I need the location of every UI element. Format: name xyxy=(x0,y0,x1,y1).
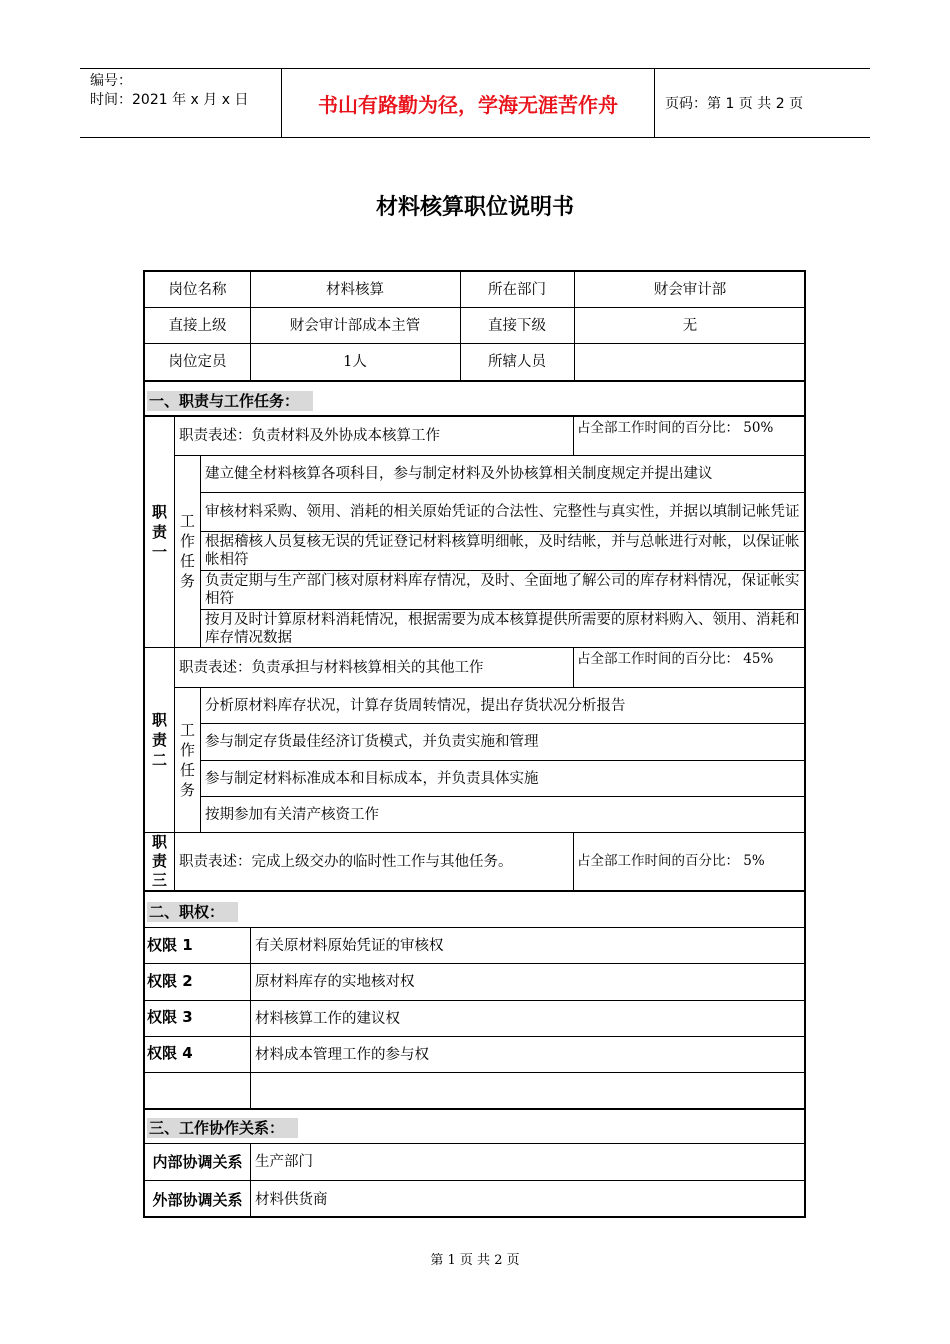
header-time: 时间：2021 年 x 月 x 日 xyxy=(90,92,249,108)
duty2-description: 职责表述：负责承担与材料核算相关的其他工作 xyxy=(179,659,484,676)
duty2-task-label: 工作任务 xyxy=(179,720,195,799)
authority-3-label: 权限 3 xyxy=(147,1008,193,1026)
duty2-task-2: 参与制定存货最佳经济订货模式，并负责实施和管理 xyxy=(205,734,539,750)
authority-4-label: 权限 4 xyxy=(147,1044,193,1062)
value-headcount: 1人 xyxy=(343,354,367,370)
authority-3-text: 材料核算工作的建议权 xyxy=(255,1010,400,1027)
value-superior: 财会审计部成本主管 xyxy=(289,317,421,334)
duty3-percentage: 占全部工作时间的百分比： 5% xyxy=(577,853,765,869)
job-description-table xyxy=(143,270,806,1218)
section-duties-title: 一、职责与工作任务： xyxy=(147,391,313,411)
page-header xyxy=(80,68,870,138)
value-position-name: 材料核算 xyxy=(326,281,384,298)
authority-2-text: 原材料库存的实地核对权 xyxy=(255,974,415,990)
page-footer: 第 1 页 共 2 页 xyxy=(430,1253,520,1268)
duty2-task-3: 参与制定材料标准成本和目标成本，并负责具体实施 xyxy=(205,770,539,787)
value-subordinate: 无 xyxy=(682,317,698,334)
duty2-label: 职责二 xyxy=(151,711,167,769)
authority-4-text: 材料成本管理工作的参与权 xyxy=(255,1046,429,1063)
label-subordinate: 直接下级 xyxy=(488,317,546,334)
header-number: 编号： xyxy=(90,73,132,89)
label-headcount: 岗位定员 xyxy=(168,354,227,370)
external-relation-text: 材料供货商 xyxy=(255,1191,328,1208)
authority-1-label: 权限 1 xyxy=(147,936,193,954)
duty1-task-label: 工作任务 xyxy=(179,512,195,590)
duty3-label: 职责三 xyxy=(151,833,167,889)
label-position-name: 岗位名称 xyxy=(168,281,227,298)
duty1-task-1: 建立健全材料核算各项科目，参与制定材料及外协核算相关制度规定并提出建议 xyxy=(205,466,713,482)
header-motto: 书山有路勤为径，学海无涯苦作舟 xyxy=(282,69,655,137)
internal-relation-label: 内部协调关系 xyxy=(152,1153,243,1171)
value-department: 财会审计部 xyxy=(653,281,727,298)
duty2-task-1: 分析原材料库存状况，计算存货周转情况，提出存货状况分析报告 xyxy=(205,697,626,714)
document-title: 材料核算职位说明书 xyxy=(375,195,574,220)
duty1-task-5: 按月及时计算原材料消耗情况，根据需要为成本核算提供所需要的原材料购入、领用、消耗和库存情况数据 xyxy=(205,611,800,646)
label-department: 所在部门 xyxy=(488,281,546,298)
duty2-percentage: 占全部工作时间的百分比： 45% xyxy=(577,651,774,667)
authority-1-text: 有关原材料原始凭证的审核权 xyxy=(255,937,444,954)
label-staff: 所辖人员 xyxy=(488,354,546,370)
duty1-task-4: 负责定期与生产部门核对原材料库存情况，及时、全面地了解公司的库存材料情况，保证帐实相符 xyxy=(205,573,800,607)
section-relations-title: 三、工作协作关系： xyxy=(147,1118,298,1138)
internal-relation-text: 生产部门 xyxy=(255,1154,313,1170)
external-relation-label: 外部协调关系 xyxy=(152,1190,243,1209)
authority-5-label xyxy=(147,1073,247,1108)
authority-5-text xyxy=(251,1073,806,1108)
duty1-percentage: 占全部工作时间的百分比： 50% xyxy=(577,420,774,436)
duty2-task-4: 按期参加有关清产核资工作 xyxy=(205,806,379,823)
duty1-task-3: 根据稽核人员复核无误的凭证登记材料核算明细帐，及时结帐，并与总帐进行对帐，以保证帐帐相符 xyxy=(205,534,800,568)
label-superior: 直接上级 xyxy=(168,317,227,334)
duty1-task-2: 审核材料采购、领用、消耗的相关原始凭证的合法性、完整性与真实性，并据以填制记帐凭证 xyxy=(205,504,800,520)
duty3-description: 职责表述：完成上级交办的临时性工作与其他任务。 xyxy=(179,853,513,870)
duty1-label: 职责一 xyxy=(151,503,167,561)
authority-2-label: 权限 2 xyxy=(147,972,193,990)
header-meta xyxy=(80,69,282,137)
header-page: 页码：第 1 页 共 2 页 xyxy=(665,96,804,112)
section-authority-title: 二、职权： xyxy=(147,902,238,922)
duty1-description: 职责表述：负责材料及外协成本核算工作 xyxy=(179,428,440,444)
value-staff xyxy=(574,344,806,380)
